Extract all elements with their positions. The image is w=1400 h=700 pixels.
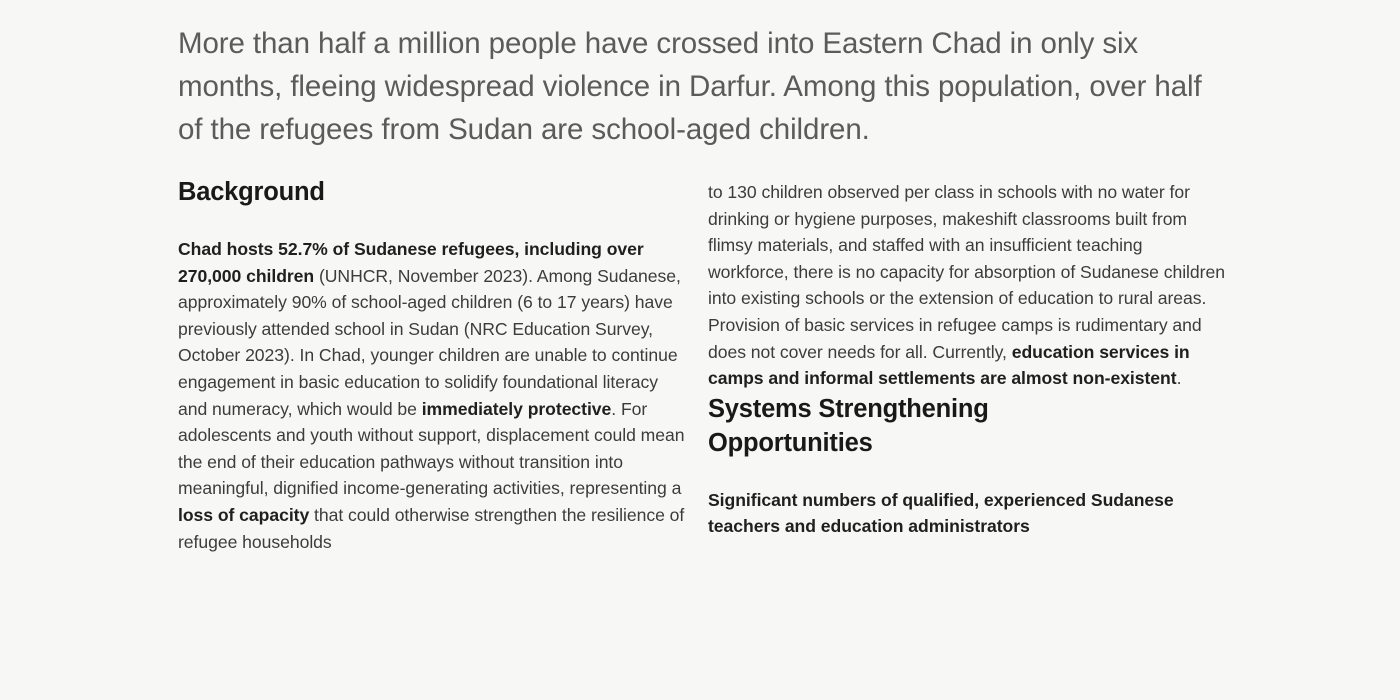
- systems-heading-line-2: Opportunities: [708, 428, 873, 457]
- right-column: [708, 175, 1226, 540]
- continued-text-after-bold: .: [1176, 368, 1182, 389]
- continued-bold-education-services: education services in camps and informal settlements are almost non-existent: [708, 341, 1190, 389]
- continued-paragraph: [708, 175, 1226, 392]
- two-column-layout: [178, 175, 1226, 555]
- continued-text-before-bold: to 130 children observed per class in schools with no water for drinking or hygiene purposes, makeshift classrooms built from flimsy materials, and staffed with an insufficient teaching workforce, there is no capacity for absorption of Sudanese children into existing schools or the extension of education to rural areas. Provision of basic services in refugee camps is rudimentary and does not cover needs for all. Currently,: [708, 182, 1225, 362]
- background-heading: Background: [178, 178, 325, 206]
- systems-heading-line-1: Systems Strengthening: [708, 394, 989, 423]
- left-column: [178, 175, 690, 555]
- background-bold-immediately-protective: immediately protective: [421, 398, 612, 419]
- background-text-2: . For adolescents and youth without support, displacement could mean the end of their education pathways without transition into meaningful, dignified income-generating activities, representing a: [178, 398, 685, 499]
- background-bold-loss-of-capacity: loss of capacity: [178, 504, 310, 525]
- systems-strengthening-paragraph: [708, 487, 1226, 540]
- background-text-3: that could otherwise strengthen the resilience of refugee households: [178, 504, 685, 552]
- systems-strengthening-heading: [708, 392, 1226, 460]
- document-content: [178, 0, 1226, 555]
- background-text-1: (UNHCR, November 2023). Among Sudanese, approximately 90% of school-aged children (6 to 17 years) have previously attended school in Sudan (NRC Education Survey, October 2023). In Chad, younger children are unable to continue engagement in basic education to solidify foundational literacy and numeracy, which would be: [178, 265, 681, 419]
- background-bold-lead: Chad hosts 52.7% of Sudanese refugees, including over 270,000 children: [178, 239, 644, 286]
- systems-bold-lead: Significant numbers of qualified, experienced Sudanese teachers and education administrators: [708, 489, 1174, 537]
- lead-paragraph: More than half a million people have crossed into Eastern Chad in only six months, fleeing widespread violence in Darfur. Among this population, over half of the refugees from Sudan are school-aged children.: [178, 27, 1202, 146]
- background-paragraph: [178, 236, 690, 555]
